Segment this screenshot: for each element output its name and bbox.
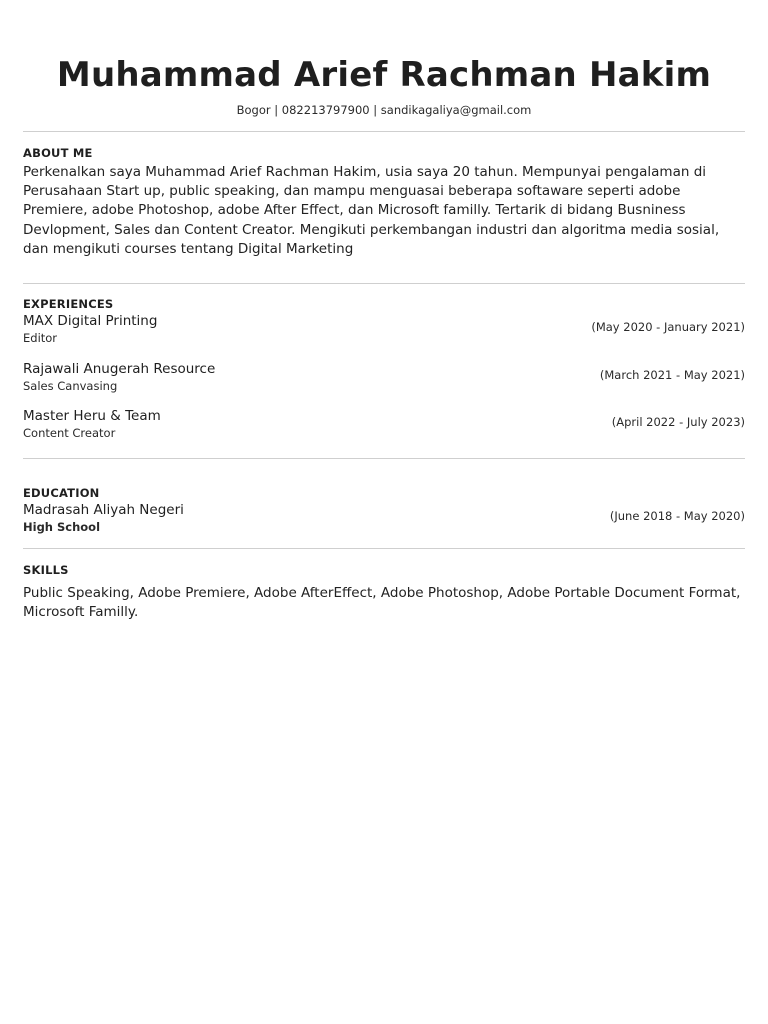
experience-entry: [23, 360, 745, 408]
experience-entry: [23, 407, 745, 455]
experience-date: (April 2022 - July 2023): [611, 415, 745, 430]
experience-org: Rajawali Anugerah Resource: [23, 360, 216, 377]
experiences-title: EXPERIENCES: [23, 297, 114, 312]
section-divider: [23, 131, 745, 132]
contact-line: Bogor | 082213797900 | sandikagaliya@gmail.com: [236, 103, 532, 117]
experience-entry: [23, 312, 745, 360]
experience-org: MAX Digital Printing: [23, 313, 158, 330]
skills-section: [23, 562, 745, 622]
education-title: EDUCATION: [23, 485, 100, 500]
skills-title: SKILLS: [23, 563, 69, 578]
experience-org: Master Heru & Team: [23, 408, 161, 425]
section-divider: [23, 283, 745, 284]
experiences-section: [23, 296, 745, 455]
education-entry: [23, 501, 745, 549]
section-divider: [23, 458, 745, 459]
education-school: Madrasah Aliyah Negeri: [23, 501, 184, 518]
education-date: (June 2018 - May 2020): [609, 508, 745, 523]
experience-date: (May 2020 - January 2021): [591, 320, 745, 335]
section-divider: [23, 548, 745, 549]
education-level: High School: [23, 519, 101, 534]
about-title: ABOUT ME: [23, 146, 93, 160]
education-section: [23, 485, 745, 549]
skills-text: Public Speaking, Adobe Premiere, Adobe AfterEffect, Adobe Photoshop, Adobe Portable Document Format, Microsoft Familly.: [23, 585, 741, 621]
experience-role: Sales Canvasing: [23, 378, 118, 393]
about-section: [23, 145, 745, 259]
about-text: Perkenalkan saya Muhammad Arief Rachman Hakim, usia saya 20 tahun. Mempunyai pengalaman di Perusahaan Start up, public speaking, dan mampu menguasai beberapa softaware seperti adobe Premiere, adobe Photoshop, adobe After Effect, dan Microsoft familly. Tertarik di bidang Busniness Devlopment, Sales dan Content Creator. Mengikuti perkembangan industri dan algoritma media sosial, dan mengikuti courses tentang Digital Marketing: [23, 164, 720, 257]
experience-role: Editor: [23, 331, 58, 346]
resume-name: Muhammad Arief Rachman Hakim: [56, 55, 712, 95]
experience-role: Content Creator: [23, 426, 116, 441]
experience-date: (March 2021 - May 2021): [599, 367, 745, 382]
